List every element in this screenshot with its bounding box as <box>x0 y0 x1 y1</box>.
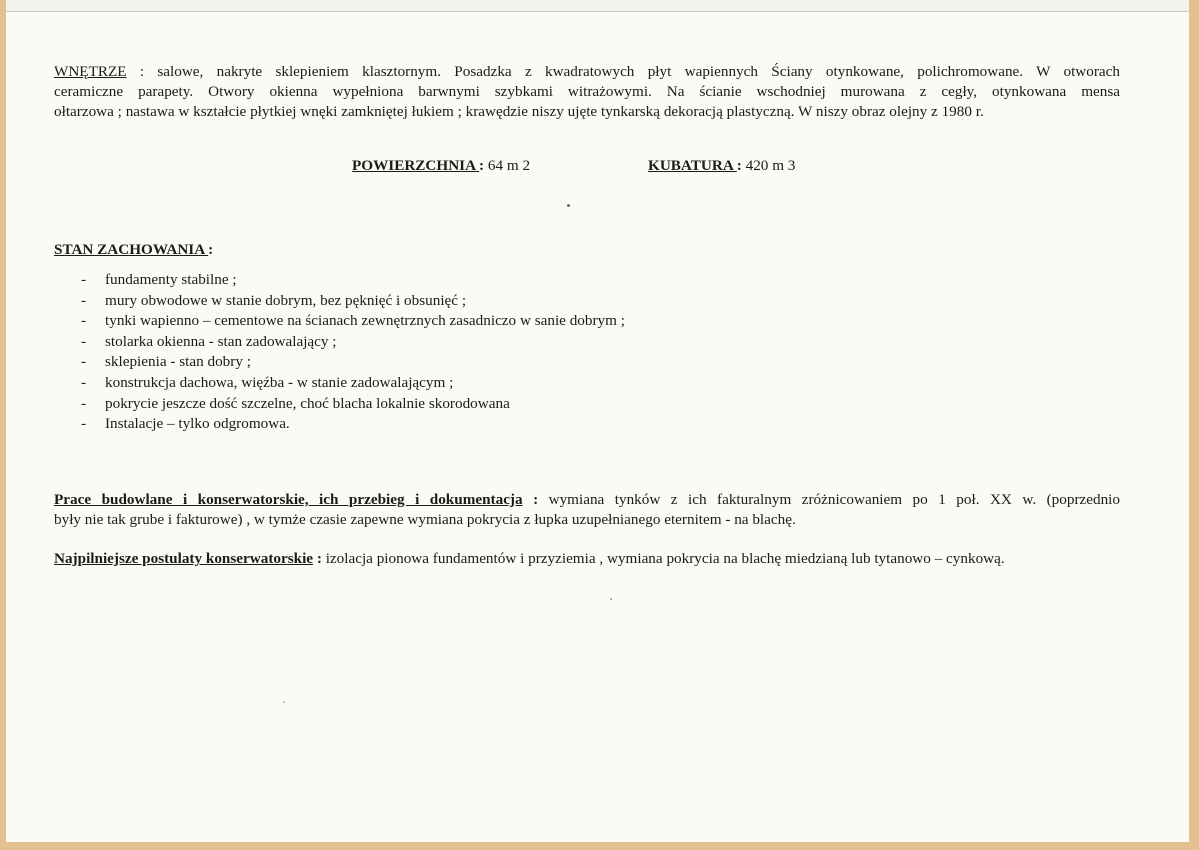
interior-label: WNĘTRZE <box>54 63 127 80</box>
list-item: - sklepienia - stan dobry ; <box>81 353 251 371</box>
volume-label: KUBATURA <box>648 157 737 174</box>
state-list <box>54 270 625 435</box>
list-item: - fundamenty stabilne ; <box>81 271 237 288</box>
scan-top-edge <box>6 0 1189 12</box>
interior-line-3: ołtarzowa ; nastawa w kształcie płytkiej wnęki zamkniętej łukiem ; krawędzie niszy ujęte tynkarską dekoracją plastyczną. W niszy obraz olejny z 1980 r. <box>54 103 984 120</box>
works-label: Prace budowlane i konserwatorskie, ich przebieg i dokumentacja <box>54 491 523 508</box>
list-item: - konstrukcja dachowa, więźba - w stanie zadowalającym ; <box>81 373 454 391</box>
area-value: 64 m 2 <box>487 157 531 174</box>
scan-speck <box>610 598 612 600</box>
list-item: - mury obwodowe w stanie dobrym, bez pęknięć i obsunięć ; <box>81 291 467 309</box>
area-metric: POWIERZCHNIA : 64 m 2 <box>352 157 531 174</box>
works-line-1: Prace budowlane i konserwatorskie, ich przebieg i dokumentacja : wymiana tynków z ich fakturalnym zróżnicowaniem po 1 poł. XX w. (poprzednio <box>54 491 1120 508</box>
state-heading: STAN ZACHOWANIA : <box>54 241 214 258</box>
list-item: - tynki wapienno – cementowe na ścianach zewnętrznych zasadniczo w sanie dobrym ; <box>81 312 625 330</box>
volume-metric: KUBATURA : 420 m 3 <box>648 157 796 174</box>
interior-line-2: ceramiczne parapety. Otwory okienna wypełniona barwnymi szybkami witrażowymi. Na ścianie wschodniej murowana z cegły, otynkowana mensa <box>54 83 1120 100</box>
bullet-dash: - <box>81 271 87 288</box>
scan-speck <box>283 701 285 703</box>
bullet-dash: - <box>81 415 87 433</box>
area-label: POWIERZCHNIA <box>352 157 480 174</box>
bullet-dash: - <box>81 332 87 350</box>
interior-section <box>54 62 1120 122</box>
bullet-dash: - <box>81 291 87 309</box>
bullet-dash: - <box>81 312 87 330</box>
volume-value: 420 m 3 <box>745 157 796 174</box>
list-item: - stolarka okienna - stan zadowalający ; <box>81 332 337 350</box>
works-line-2: były nie tak grube i fakturowe) , w tymże czasie zapewne wymiana pokrycia z łupka uzupełnianego eternitem - na blachę. <box>54 511 796 528</box>
list-item: - pokrycie jeszcze dość szczelne, choć blacha lokalnie skorodowana <box>81 394 510 412</box>
bullet-dash: - <box>81 373 87 391</box>
postulates-label: Najpilniejsze postulaty konserwatorskie <box>54 550 314 567</box>
scan-speck <box>567 204 570 207</box>
interior-line-1: WNĘTRZE : salowe, nakryte sklepieniem klasztornym. Posadzka z kwadratowych płyt wapiennych Ściany otynkowane, polichromowane. W otworach <box>54 63 1120 80</box>
works-section <box>54 490 1120 530</box>
postulates-section: Najpilniejsze postulaty konserwatorskie : izolacja pionowa fundamentów i przyziemia , wymiana pokrycia na blachę miedzianą lub tytanowo – cynkową. <box>54 550 1005 567</box>
bullet-dash: - <box>81 394 87 412</box>
postulates-text: izolacja pionowa fundamentów i przyziemia , wymiana pokrycia na blachę miedzianą lub tytanowo – cynkową. <box>325 550 1005 567</box>
list-item: - Instalacje – tylko odgromowa. <box>81 415 290 433</box>
bullet-dash: - <box>81 353 87 371</box>
